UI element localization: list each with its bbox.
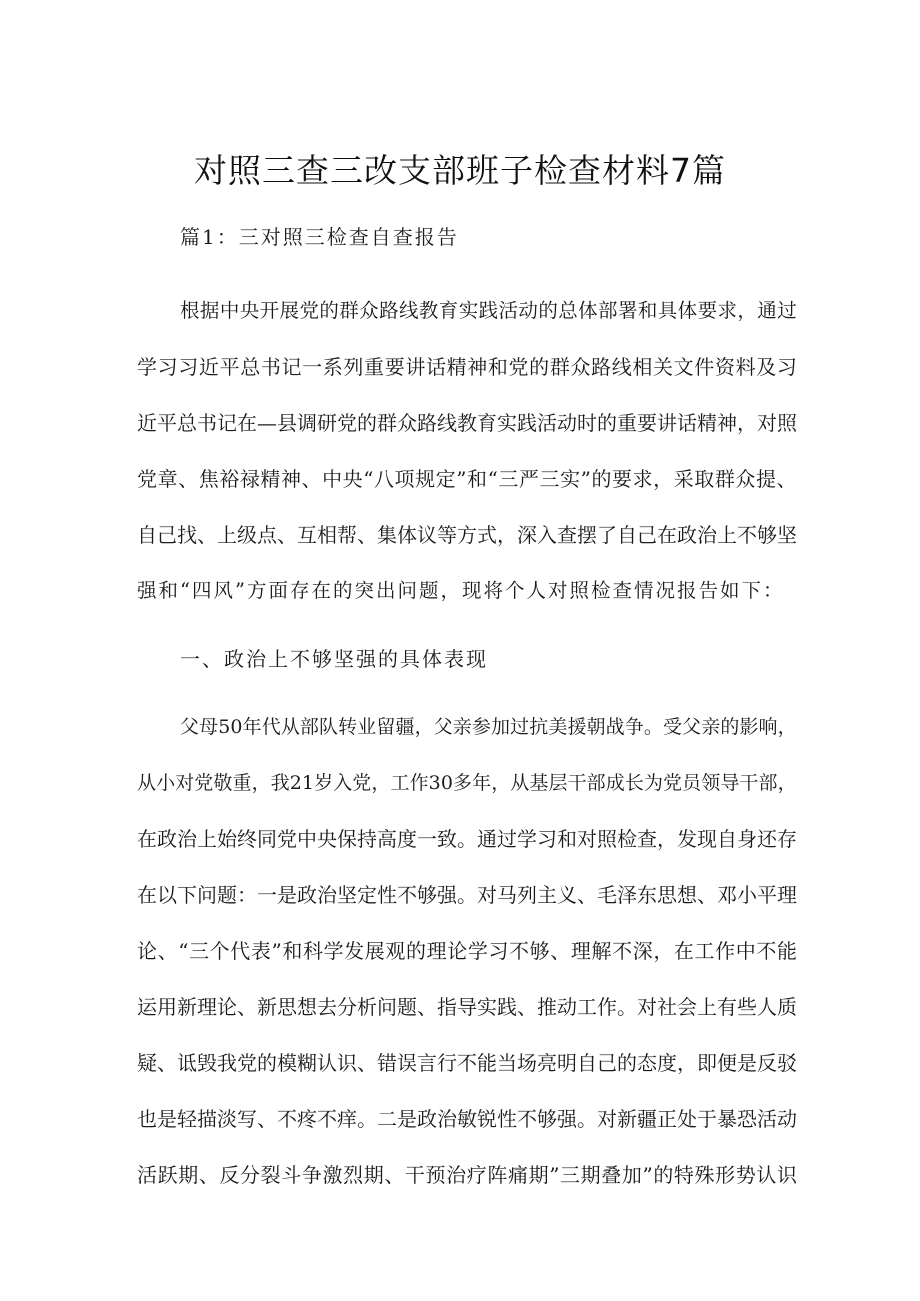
paragraph-line: 论 、 “ 三 个 代 表 ” 和 科 学 发 展 观 的 理 论 学 习 不 够 、 理 解 不 深 ， 在 工 作 中 不 能	[137, 939, 797, 963]
paragraph-line: 在 政 治 上 始 终 同 党 中 央 保 持 高 度 一 致 。 通 过 学 习 和 对 照 检 查 ， 发 现 自 身 还 存	[137, 827, 797, 851]
paragraph-line: 在 以 下 问 题 ： 一 是 政 治 坚 定 性 不 够 强 。 对 马 列 主 义 、 毛 泽 东 思 想 、 邓 小 平 理	[137, 883, 797, 907]
paragraph-line: 运 用 新 理 论 、 新 思 想 去 分 析 问 题 、 指 导 实 践 、 推 动 工 作 。 对 社 会 上 有 些 人 质	[137, 995, 797, 1019]
section-heading: 一、政治上不够坚强的具体表现	[180, 647, 488, 671]
paragraph-line: 活 跃 期 、 反 分 裂 斗 争 激 烈 期 、 干 预 治 疗 阵 痛 期 ” 三 期 叠 加 ” 的 特 殊 形 势 认 识	[137, 1163, 797, 1187]
paragraph-line: 根 据 中 央 开 展 党 的 群 众 路 线 教 育 实 践 活 动 的 总 体 部 署 和 具 体 要 求 ， 通 过	[180, 299, 797, 322]
paragraph-line: 父 母 5 0 年 代 从 部 队 转 业 留 疆 ， 父 亲 参 加 过 抗 美 援 朝 战 争 。 受 父 亲 的 影 响 ，	[180, 716, 797, 738]
paragraph-line: 疑 、 诋 毁 我 党 的 模 糊 认 识 、 错 误 言 行 不 能 当 场 亮 明 自 己 的 态 度 ， 即 便 是 反 驳	[137, 1051, 797, 1075]
document-subtitle: 篇1：三对照三检查自查报告	[180, 225, 459, 249]
paragraph-line: 从 小 对 党 敬 重 ， 我 2 1 岁 入 党 ， 工 作 3 0 多 年 ， 从 基 层 干 部 成 长 为 党 员 领 导 干 部 ，	[137, 772, 797, 794]
paragraph-line: 学 习 习 近 平 总 书 记 一 系 列 重 要 讲 话 精 神 和 党 的 群 众 路 线 相 关 文 件 资 料 及 习	[137, 355, 797, 379]
paragraph-line: 也 是 轻 描 淡 写 、 不 疼 不 痒 。 二 是 政 治 敏 锐 性 不 够 强 。 对 新 疆 正 处 于 暴 恐 活 动	[137, 1107, 797, 1131]
paragraph-line: 党 章 、 焦 裕 禄 精 神 、 中 央 “ 八 项 规 定 ” 和 “ 三 严 三 实 ” 的 要 求 ， 采 取 群 众 提 、	[137, 467, 797, 491]
document-title: 对照三查三改支部班子检查材料7篇	[194, 151, 726, 190]
paragraph-line: 近 平 总 书 记 在 — 县 调 研 党 的 群 众 路 线 教 育 实 践 活 动 时 的 重 要 讲 话 精 神 ， 对 照	[137, 411, 797, 435]
paragraph-line: 强和“四风”方面存在的突出问题，现将个人对照检查情况报告如下：	[137, 579, 785, 602]
paragraph-line: 自 己 找 、 上 级 点 、 互 相 帮 、 集 体 议 等 方 式 ， 深 入 查 摆 了 自 己 在 政 治 上 不 够 坚	[137, 523, 797, 547]
